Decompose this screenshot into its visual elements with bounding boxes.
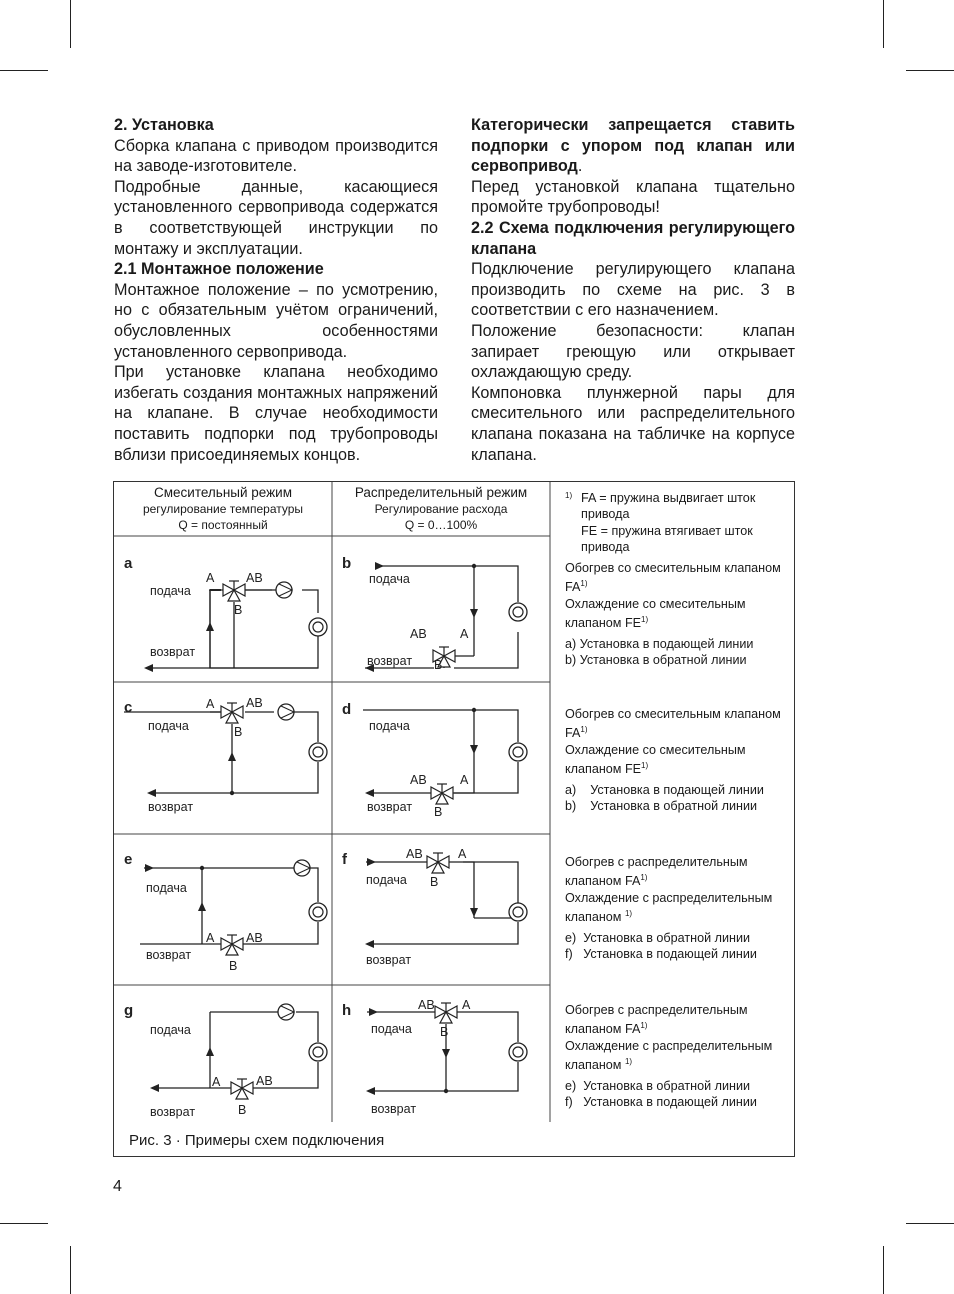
diagram-label: подача	[148, 719, 189, 733]
flow-arrow	[144, 664, 153, 672]
diagram-label: возврат	[367, 654, 413, 668]
crop-mark	[906, 1223, 954, 1224]
pump-icon	[276, 582, 292, 598]
pipe-line	[294, 712, 318, 742]
diagram-label: подача	[150, 584, 191, 598]
consumer-icon	[309, 903, 327, 921]
crop-mark	[0, 70, 48, 71]
notes-row-3	[565, 854, 793, 963]
paragraph: При установке клапана необходимо избегать создания монтажных напряжений на клапане. В случае необходимости поставить подпорки под трубопроводы вблизи присоединяемых концов.	[114, 363, 438, 464]
consumer-icon	[509, 1043, 527, 1061]
pipe-line	[463, 862, 518, 902]
note-line: b) Установка в обратной линии	[565, 799, 758, 814]
diagram-label: A	[206, 697, 215, 711]
pipe-line	[302, 590, 318, 613]
diagram-label: подача	[369, 719, 410, 733]
pipe-line	[210, 590, 318, 668]
paragraph: Монтажное положение – по усмотрению, но с обязательным учётом ограничений, обусловленных особенностями установленного сервопривода.	[114, 280, 438, 361]
consumer-icon	[309, 618, 327, 636]
note-line: a) Установка в подающей линии	[565, 783, 764, 797]
flow-arrow	[365, 940, 374, 948]
pipe-line	[368, 1062, 518, 1091]
pump-icon	[278, 704, 294, 720]
diagram-label: возврат	[371, 1102, 417, 1116]
notes-row-4	[565, 1002, 793, 1111]
junction-dot	[200, 866, 204, 870]
junction-dot	[472, 564, 476, 568]
pipe-line	[449, 862, 474, 918]
diagram-label: возврат	[366, 953, 412, 967]
diagram-label: подача	[366, 873, 407, 887]
diagram-label: подача	[371, 1022, 412, 1036]
consumer-icon	[509, 903, 527, 921]
right-column	[471, 115, 795, 465]
diagram-label: A	[206, 931, 215, 945]
junction-dot	[230, 791, 234, 795]
diverting-mode-header: Распределительный режим Регулирование расхода Q = 0…100%	[354, 485, 528, 532]
warning-paragraph: Категорически запрещается ставить подпорки с упором под клапан или сервопривод.	[471, 116, 795, 176]
paragraph: Подробные данные, касающиеся установленного сервопривода содержатся в соответствующей инструкции по монтажу и эксплуатации.	[114, 177, 438, 258]
flow-arrow	[470, 745, 478, 754]
subsection-title: 2.1 Монтажное положение	[114, 260, 324, 279]
note-line: Охлаждение с распределительным клапаном $^{1)}$	[565, 1039, 773, 1073]
warning-text: Категорически запрещается ставить подпорки с упором под клапан или сервопривод	[471, 116, 795, 176]
crop-mark	[883, 0, 884, 48]
flow-arrow	[206, 1047, 214, 1056]
consumer-icon	[509, 743, 527, 761]
flow-arrow	[470, 609, 478, 618]
diagram-label: AB	[406, 847, 423, 861]
paragraph: Сборка клапана с приводом производится на заводе-изготовителе.	[114, 136, 438, 176]
flow-arrow	[228, 752, 236, 761]
crop-mark	[0, 1223, 48, 1224]
flow-arrow	[375, 562, 384, 570]
note-line: Обогрев с распределительным клапаном FA$^{1)}$	[565, 855, 748, 889]
diagram-label: B	[440, 1025, 449, 1039]
paragraph: Подключение регулирующего клапана производить по схеме на рис. 3 в соответствии с его назначением.	[471, 260, 795, 320]
fa-definition: 1) FA = пружина выдвигает шток привода	[565, 491, 756, 522]
diagram-label: AB	[246, 931, 263, 945]
page-number: 4	[113, 1178, 122, 1195]
diagram-label: AB	[246, 571, 263, 585]
pipe-line	[310, 868, 318, 902]
diagram-label: подача	[150, 1023, 191, 1037]
diagram-label: B	[238, 1103, 247, 1117]
diagram-label: возврат	[367, 800, 413, 814]
pipe-line	[296, 1012, 318, 1042]
note-line: Обогрев с распределительным клапаном FA$^{1)}$	[565, 1003, 748, 1037]
pipe-line	[456, 1012, 518, 1042]
diagram-label: подача	[146, 881, 187, 895]
note-line: b) Установка в обратной линии	[565, 653, 747, 668]
notes-row-2	[565, 706, 793, 815]
consumer-icon	[309, 1043, 327, 1061]
mixing-mode-header: Смесительный режим регулирование температуры Q = постоянный	[142, 485, 304, 532]
diagram-label: B	[234, 725, 243, 739]
flow-arrow	[150, 1084, 159, 1092]
diagram-label: f	[342, 851, 347, 868]
flow-arrow	[366, 1087, 375, 1095]
diagram-label: AB	[410, 627, 427, 641]
note-line: Обогрев со смесительным клапаном FA$^{1)}$	[565, 707, 781, 741]
left-column	[114, 115, 438, 465]
consumer-icon	[509, 603, 527, 621]
diagram-label: возврат	[150, 1105, 196, 1119]
diagram-label: возврат	[148, 800, 194, 814]
consumer-icon	[309, 743, 327, 761]
diagram-label: d	[342, 701, 352, 718]
pipe-line	[367, 922, 518, 944]
diagram-label: подача	[369, 572, 410, 586]
diagram-label: A	[460, 627, 469, 641]
crop-mark	[70, 1246, 71, 1294]
figure-caption: Рис. 3 · Примеры схем подключения	[129, 1132, 385, 1149]
pump-icon	[278, 1004, 294, 1020]
junction-dot	[472, 708, 476, 712]
diagram-label: c	[124, 699, 133, 716]
fe-definition: FE = пружина втягивает шток привода	[581, 523, 753, 555]
paragraph: Компоновка плунжерной пары для смесительного или распределительного клапана показана на табличке на корпусе клапана.	[471, 383, 795, 464]
note-line: Обогрев со смесительным клапаном FA$^{1)}$	[565, 560, 781, 595]
flow-arrow	[198, 902, 206, 911]
diagram-label: B	[234, 603, 243, 617]
diagram-label: B	[434, 658, 443, 672]
diagram-label: h	[342, 1002, 352, 1019]
junction-dot	[444, 1089, 448, 1093]
note-line: f) Установка в подающей линии	[565, 947, 757, 962]
diagram-label: A	[458, 847, 467, 861]
subsection-title: 2.2 Схема подключения регулирующего клапана	[471, 218, 795, 258]
diagram-label: AB	[418, 998, 435, 1012]
diagram-label: возврат	[146, 948, 192, 962]
connection-diagram-figure	[113, 481, 795, 1157]
crop-mark	[906, 70, 954, 71]
note-line: Охлаждение со смесительным клапаном FE$^{1)}$	[565, 743, 746, 777]
diagram-label: AB	[256, 1074, 273, 1088]
diagram-label: B	[434, 805, 443, 819]
flow-arrow	[367, 858, 376, 866]
paragraph: Перед установкой клапана тщательно промойте трубопроводы!	[471, 177, 795, 217]
diagram-label: a	[124, 555, 133, 572]
flow-arrow	[145, 864, 154, 872]
diagram-label: g	[124, 1002, 134, 1019]
note-line: f) Установка в подающей линии	[565, 1095, 757, 1110]
section-title: 2. Установка	[114, 116, 214, 134]
note-line: a) Установка в подающей линии	[565, 636, 754, 651]
pipe-line	[232, 762, 318, 793]
diagram-label: b	[342, 555, 352, 572]
note-line: Охлаждение со смесительным клапаном FE$^{1)}$	[565, 596, 746, 631]
diagram-label: возврат	[150, 645, 196, 659]
flow-arrow	[470, 908, 478, 917]
diagram-label: AB	[246, 696, 263, 710]
notes-row-1	[565, 490, 793, 668]
note-line: Охлаждение с распределительным клапаном $^{1)}$	[565, 891, 773, 925]
flow-arrow	[365, 789, 374, 797]
note-line: e) Установка в обратной линии	[565, 931, 751, 945]
note-line: e) Установка в обратной линии	[565, 1079, 751, 1093]
pump-icon	[294, 860, 310, 876]
paragraph: Положение безопасности: клапан запирает греющую или открывает охлаждающую среду.	[471, 321, 795, 382]
diagram-label: A	[460, 773, 469, 787]
flow-arrow	[147, 789, 156, 797]
crop-mark	[70, 0, 71, 48]
diagram-label: B	[229, 959, 238, 973]
diagram-label: AB	[410, 773, 427, 787]
flow-arrow	[206, 622, 214, 631]
crop-mark	[883, 1246, 884, 1294]
diagram-label: A	[212, 1075, 221, 1089]
diagram-label: B	[430, 875, 439, 889]
diagram-label: A	[462, 998, 471, 1012]
diagram-label: A	[206, 571, 215, 585]
flow-arrow	[442, 1049, 450, 1058]
diagram-label: e	[124, 851, 133, 868]
flow-arrow	[369, 1008, 378, 1016]
